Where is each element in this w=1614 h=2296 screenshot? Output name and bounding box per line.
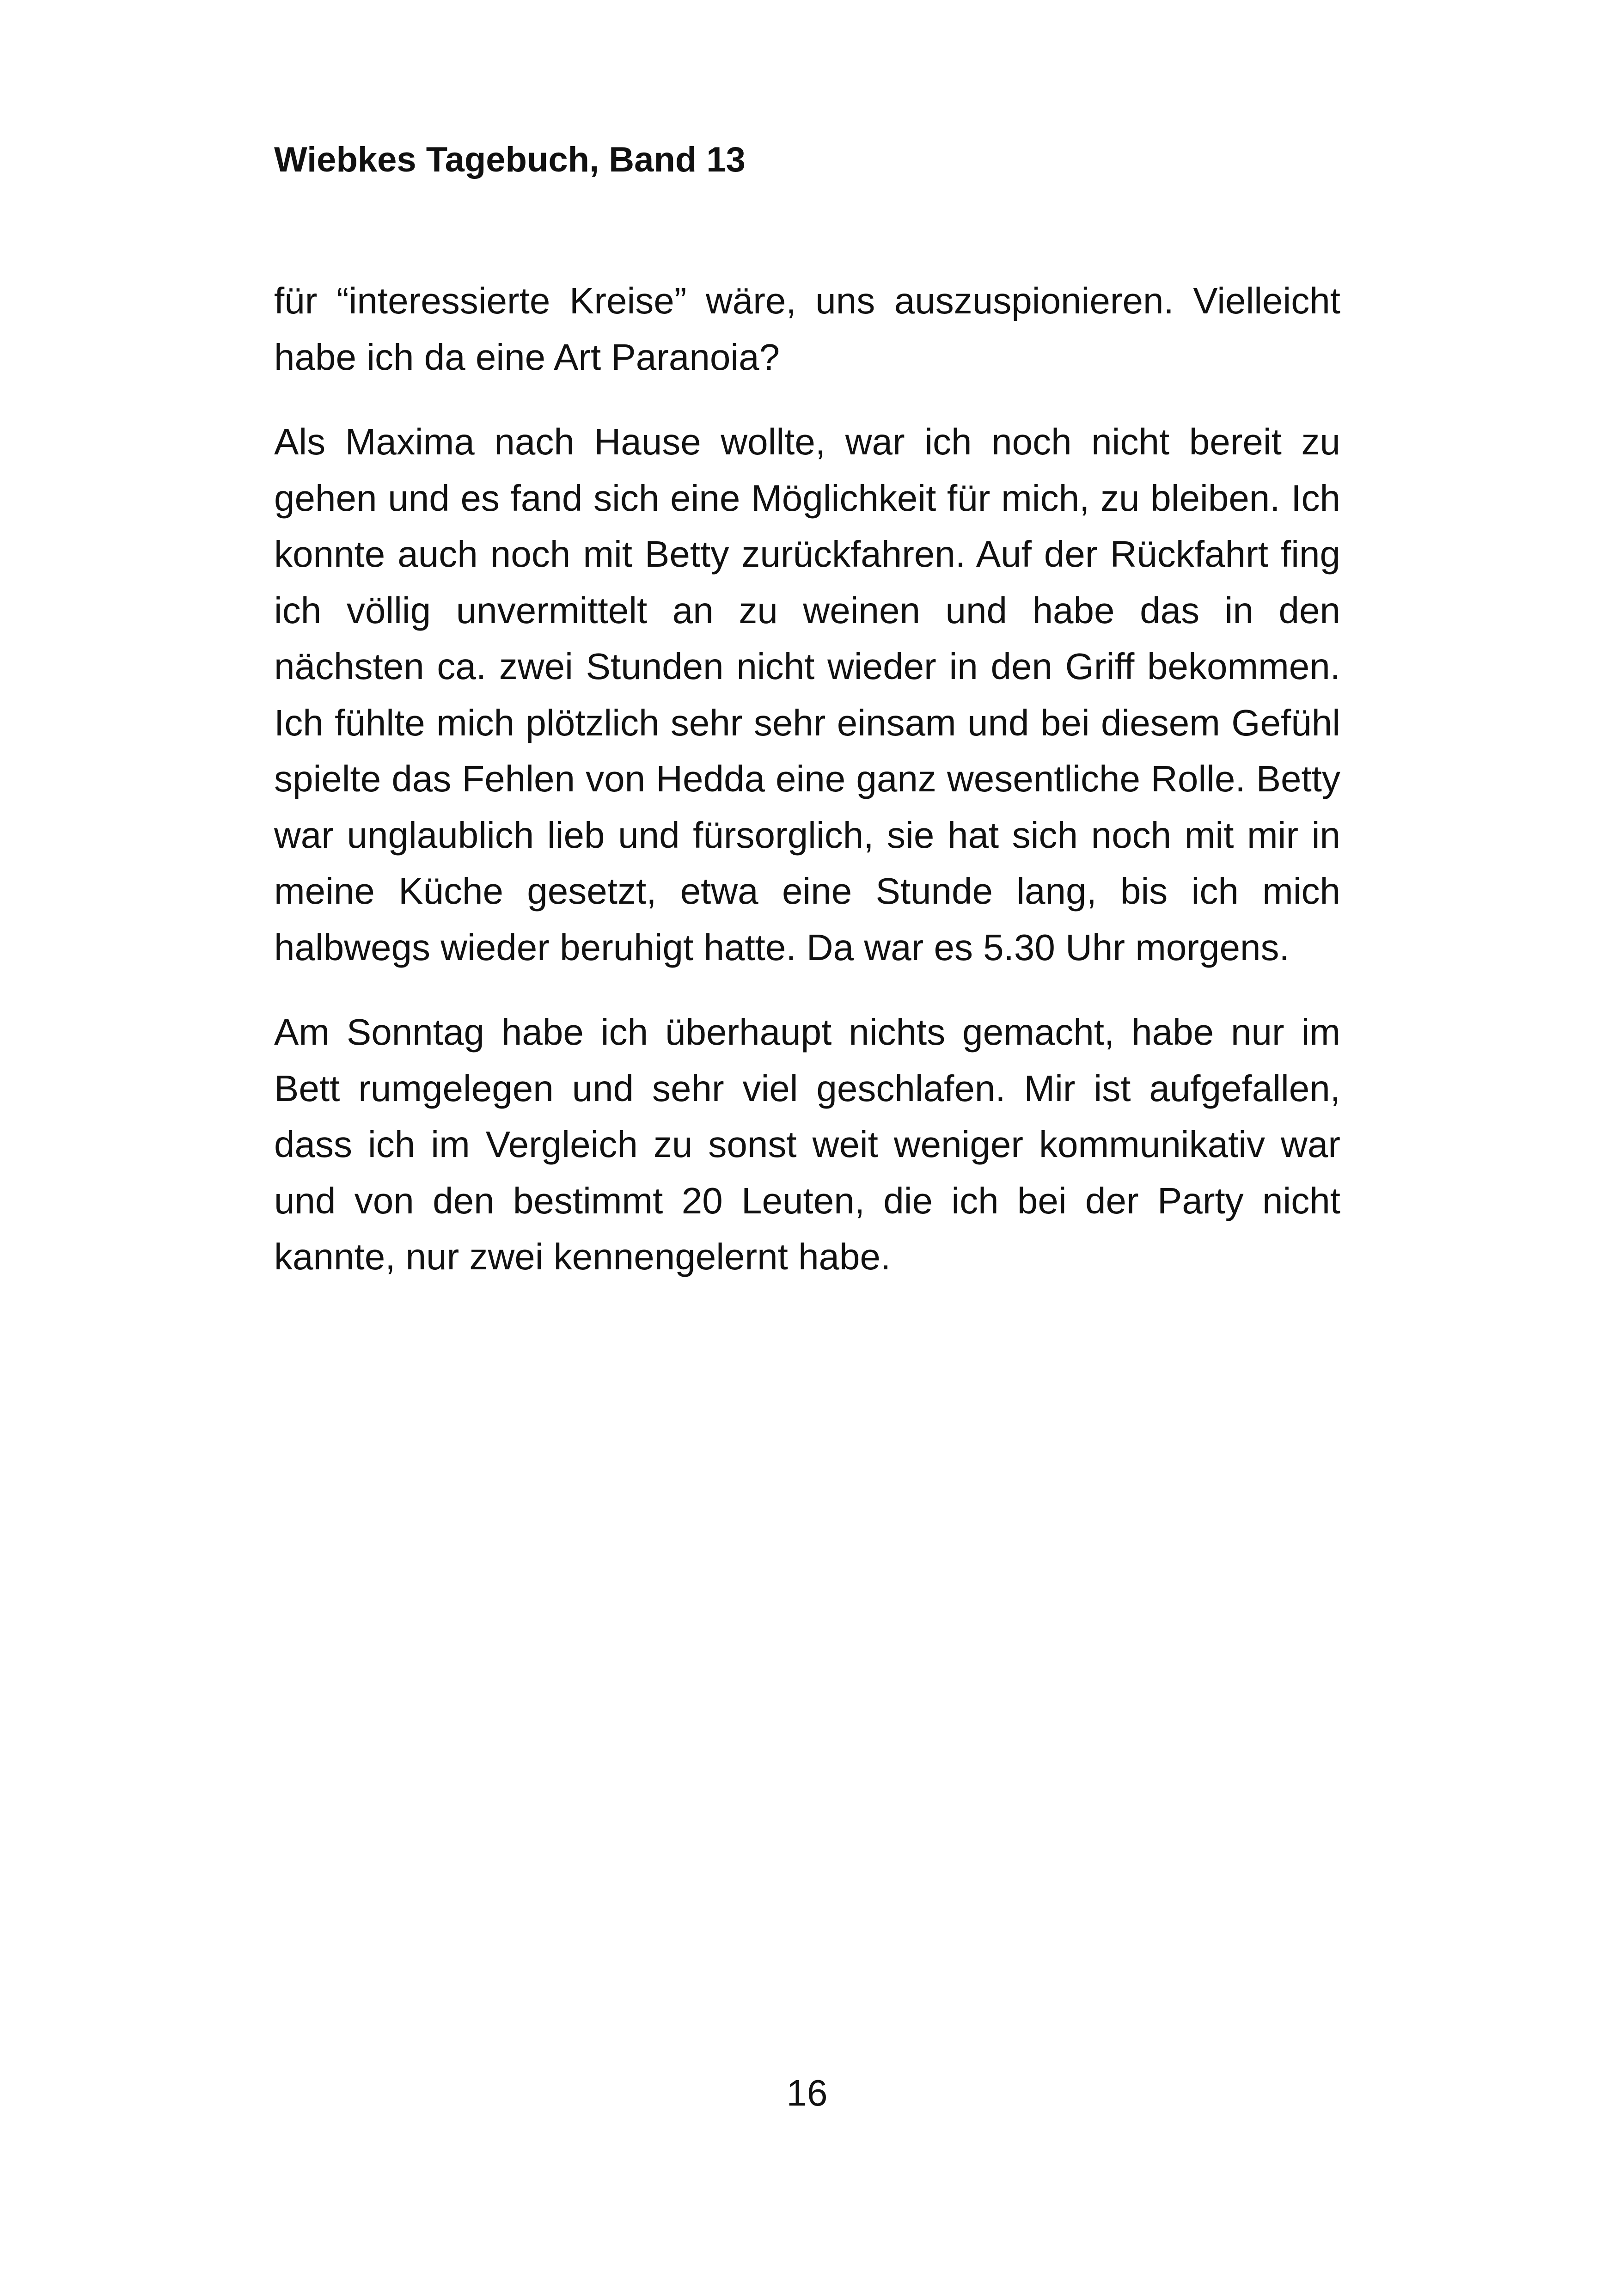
body-text bbox=[274, 273, 1340, 1314]
paragraph: für “interessierte Kreise” wäre, uns auszuspionieren. Vielleicht habe ich da eine Art Paranoia? bbox=[274, 280, 1340, 378]
paragraph: Als Maxima nach Hause wollte, war ich noch nicht bereit zu gehen und es fand sich eine Möglichkeit für mich, zu bleiben. Ich konnte auch noch mit Betty zurückfahren. Auf der Rückfahrt fing ich völlig unvermittelt an zu weinen und habe das in den nächsten ca. zwei Stunden nicht wieder in den Griff bekommen. Ich fühlte mich plötzlich sehr sehr einsam und bei diesem Gefühl spielte das Fehlen von Hedda eine ganz wesentliche Rolle. Betty war unglaublich lieb und fürsorglich, sie hat sich noch mit mir in meine Küche gesetzt, etwa eine Stunde lang, bis ich mich halbwegs wieder beruhigt hatte. Da war es 5.30 Uhr morgens. bbox=[274, 421, 1340, 968]
running-header-title: Wiebkes Tagebuch, Band 13 bbox=[274, 140, 746, 179]
paragraph: Am Sonntag habe ich überhaupt nichts gemacht, habe nur im Bett rumgelegen und sehr viel geschlafen. Mir ist aufgefallen, dass ich im Vergleich zu sonst weit weniger kommunikativ war und von den bestimmt 20 Leuten, die ich bei der Party nicht kannte, nur zwei kennengelernt habe. bbox=[274, 1011, 1340, 1277]
page-number: 16 bbox=[786, 2072, 828, 2113]
